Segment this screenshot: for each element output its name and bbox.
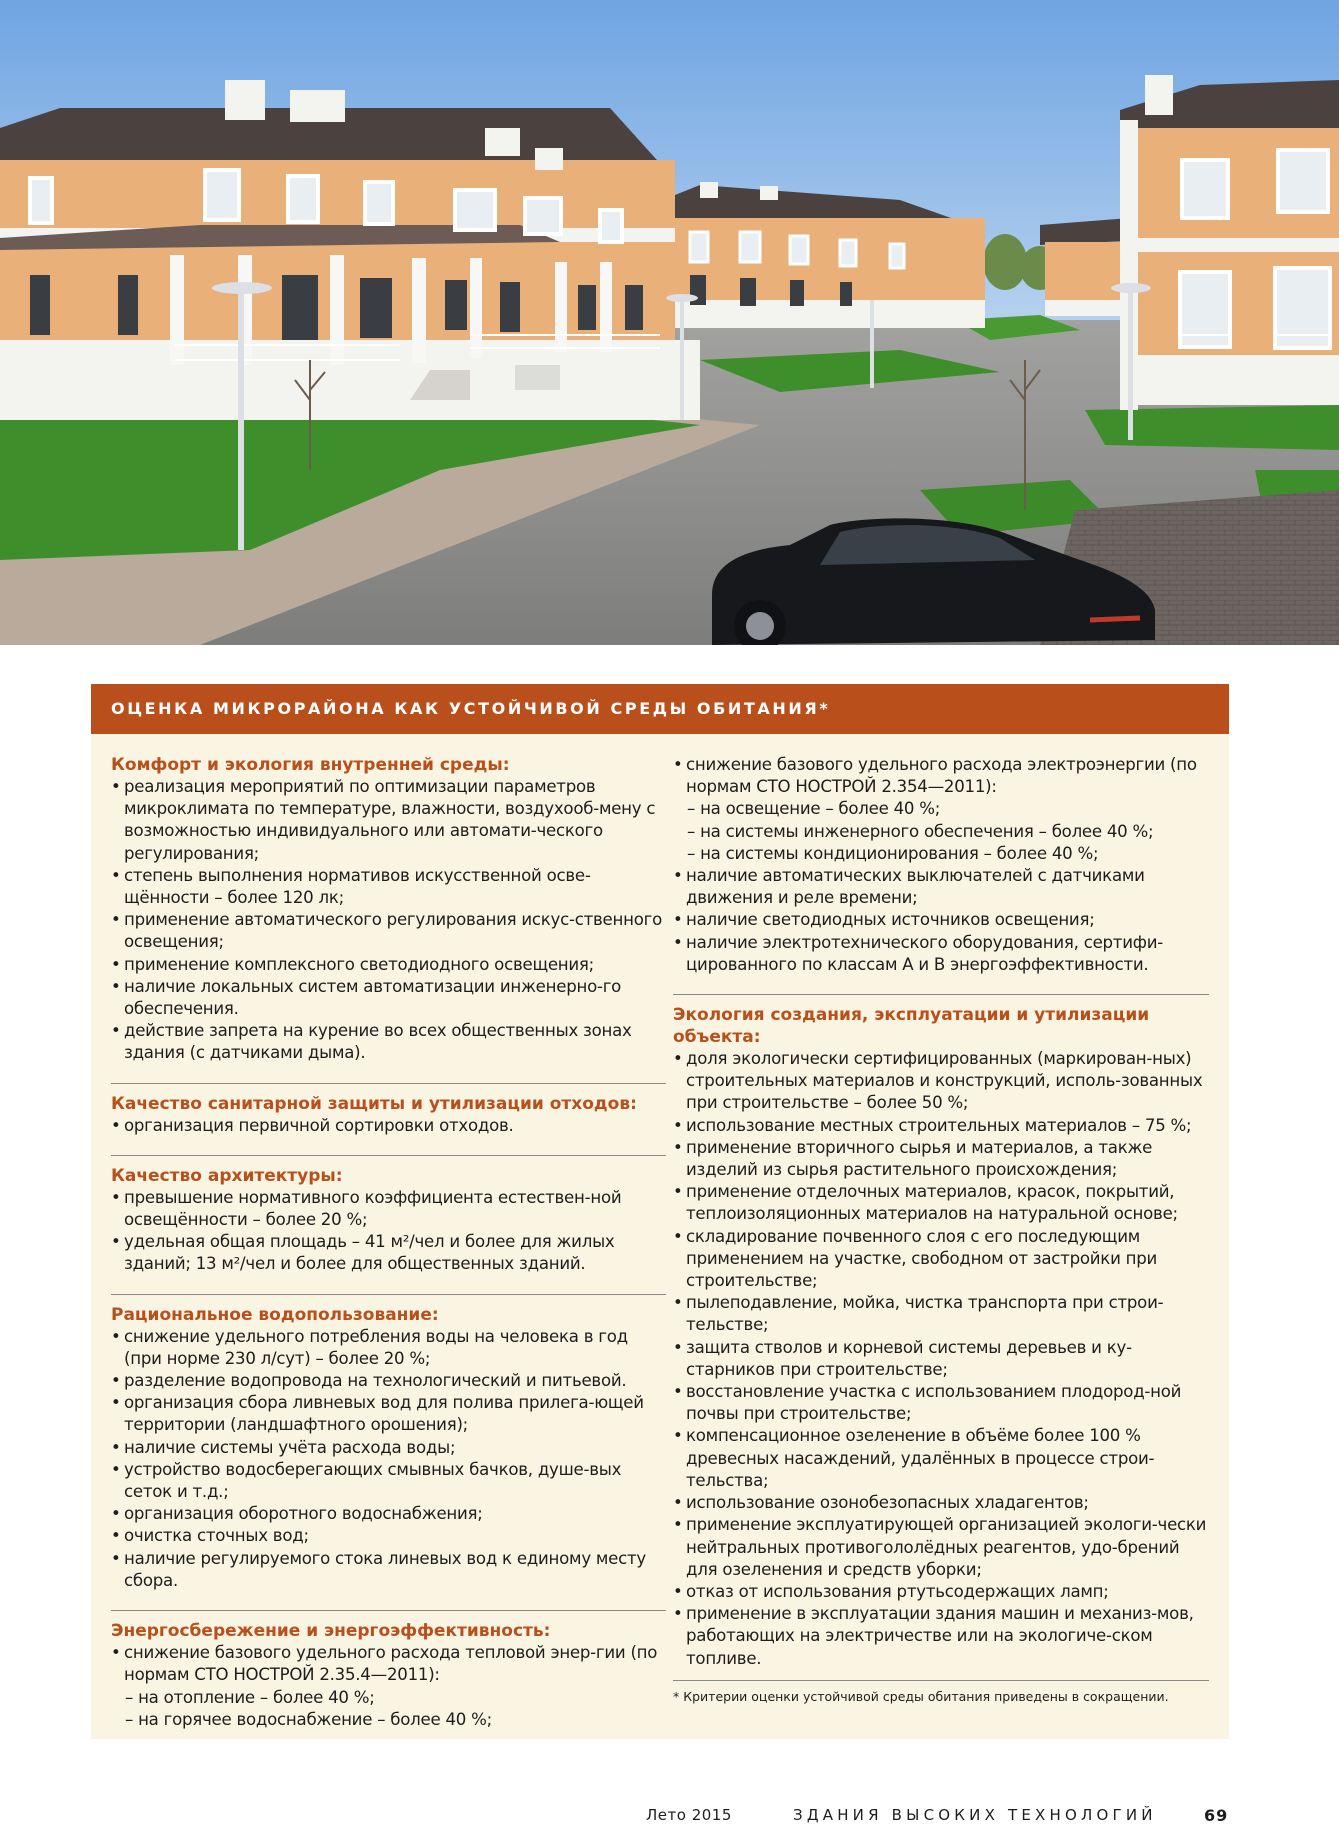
- list-item: • применение комплексного светодиодного освещения;: [111, 954, 666, 976]
- list-subitem: – на горячее водоснабжение – более 40 %;: [125, 1709, 492, 1729]
- hero-photo: [0, 0, 1339, 645]
- list-item: • использование местных строительных материалов – 75 %;: [673, 1115, 1209, 1137]
- list-item: • применение в эксплуатации здания машин и механиз-мов, работающих на электричестве или на экологиче-ском топливе.: [673, 1603, 1209, 1670]
- list-subitem: – на системы кондиционирования – более 40 %;: [687, 843, 1099, 863]
- section-architecture: [111, 1155, 666, 1294]
- section-electric: [673, 754, 1209, 994]
- criteria-list: [111, 1326, 666, 1592]
- list-item: • организация сбора ливневых вод для полива прилега-ющей территории (ландшафтного орошения);: [111, 1392, 666, 1436]
- list-item: • организация первичной сортировки отходов.: [111, 1115, 666, 1137]
- list-subitem: – на освещение – более 40 %;: [687, 799, 941, 819]
- section-title: Качество архитектуры:: [111, 1165, 343, 1186]
- footnote: * Критерии оценки устойчивой среды обитания приведены в сокращении.: [673, 1680, 1209, 1705]
- list-item: • пылеподавление, мойка, чистка транспорта при строи-тельстве;: [673, 1292, 1209, 1336]
- section-title: Рациональное водопользование:: [111, 1304, 439, 1325]
- section-sanitary: [111, 1083, 666, 1155]
- page-footer: [0, 1806, 1339, 1826]
- criteria-box: [91, 684, 1229, 1739]
- list-item: • наличие регулируемого стока линевых вод к единому месту сбора.: [111, 1548, 666, 1592]
- magazine-title: ЗДАНИЯ ВЫСОКИХ ТЕХНОЛОГИЙ: [793, 1806, 1157, 1824]
- list-item: • удельная общая площадь – 41 м²/чел и более для жилых зданий; 13 м²/чел и более для общественных зданий.: [111, 1231, 666, 1275]
- criteria-list: [111, 776, 666, 1065]
- list-item: • степень выполнения нормативов искусственной осве-щённости – более 120 лк;: [111, 865, 666, 909]
- list-item: • снижение удельного потребления воды на человека в год (при норме 230 л/сут) – более 20 %;: [111, 1326, 666, 1370]
- criteria-list: [111, 1187, 666, 1276]
- list-item: • восстановление участка с использованием плодород-ной почвы при строительстве;: [673, 1381, 1209, 1425]
- list-item: • превышение нормативного коэффициента естествен-ной освещённости – более 20 %;: [111, 1187, 666, 1231]
- section-comfort: [111, 754, 666, 1083]
- list-item: • снижение базового удельного расхода тепловой энер-гии (по нормам СТО НОСТРОЙ 2.35.4—2011):: [111, 1642, 666, 1686]
- list-item: • защита стволов и корневой системы деревьев и ку-старников при строительстве;: [673, 1337, 1209, 1381]
- section-water: [111, 1294, 666, 1610]
- issue-season: Лето 2015: [646, 1806, 732, 1824]
- list-subitem: – на отопление – более 40 %;: [125, 1687, 375, 1707]
- section-ecology: [673, 994, 1209, 1688]
- section-title: Комфорт и экология внутренней среды:: [111, 755, 510, 775]
- list-item: • использование озонобезопасных хладагентов;: [673, 1492, 1209, 1514]
- criteria-list: [111, 1115, 666, 1137]
- list-item: • отказ от использования ртутьсодержащих ламп;: [673, 1581, 1209, 1603]
- list-item: • компенсационное озеленение в объёме более 100 % древесных насаждений, удалённых в процессе строи-тельства;: [673, 1425, 1209, 1492]
- list-item: • организация оборотного водоснабжения;: [111, 1503, 666, 1525]
- list-item: • реализация мероприятий по оптимизации параметров микроклимата по температуре, влажности, воздухооб-мену с возможностью индивидуального или автомати-ческого регулирования;: [111, 776, 666, 865]
- list-item: • устройство водосберегающих смывных бачков, душе-вых сеток и т.д.;: [111, 1459, 666, 1503]
- page-number: 69: [1204, 1806, 1229, 1825]
- list-item: • очистка сточных вод;: [111, 1525, 666, 1547]
- list-item: • наличие светодиодных источников освещения;: [673, 909, 1209, 931]
- section-title: Энергосбережение и энергоэффективность:: [111, 1621, 551, 1642]
- residential-townhouses-photo-icon: [0, 0, 1339, 645]
- criteria-list: [111, 1642, 666, 1731]
- box-title: ОЦЕНКА МИКРОРАЙОНА КАК УСТОЙЧИВОЙ СРЕДЫ ОБИТАНИЯ*: [91, 684, 1229, 734]
- list-subitem: – на системы инженерного обеспечения – более 40 %;: [687, 821, 1154, 841]
- list-item: • наличие локальных систем автоматизации инженерно-го обеспечения.: [111, 976, 666, 1020]
- section-title: Экология создания, эксплуатации и утилизации объекта:: [673, 1005, 1150, 1048]
- list-item: • действие запрета на курение во всех общественных зонах здания (с датчиками дыма).: [111, 1020, 666, 1064]
- list-item: • применение отделочных материалов, красок, покрытий, теплоизоляционных материалов на натуральной основе;: [673, 1181, 1209, 1225]
- list-item: • наличие системы учёта расхода воды;: [111, 1437, 666, 1459]
- list-item: • применение эксплуатирующей организацией экологи-чески нейтральных противогололёдных реагентов, удо-брений для озеленения и средств уборки;: [673, 1514, 1209, 1581]
- criteria-list: [673, 754, 1209, 976]
- section-title: Качество санитарной защиты и утилизации отходов:: [111, 1093, 637, 1114]
- list-item: • наличие электротехнического оборудования, сертифи-цированного по классам А и В энергоэффективности.: [673, 932, 1209, 976]
- list-item: • снижение базового удельного расхода электроэнергии (по нормам СТО НОСТРОЙ 2.354—2011):: [673, 754, 1209, 798]
- list-item: • наличие автоматических выключателей с датчиками движения и реле времени;: [673, 865, 1209, 909]
- criteria-list: [673, 1048, 1209, 1670]
- list-item: • складирование почвенного слоя с его последующим применением на участке, свободном от застройки при строительстве;: [673, 1226, 1209, 1293]
- list-item: • доля экологически сертифицированных (маркирован-ных) строительных материалов и конструкций, исполь-зованных при строительстве – более 50 %;: [673, 1048, 1209, 1115]
- section-energy: [111, 1610, 666, 1749]
- left-column: [111, 754, 666, 1749]
- list-item: • применение автоматического регулирования искус-ственного освещения;: [111, 909, 666, 953]
- list-item: • разделение водопровода на технологический и питьевой.: [111, 1370, 666, 1392]
- right-column: [673, 754, 1209, 1688]
- list-item: • применение вторичного сырья и материалов, а также изделий из сырья растительного происхождения;: [673, 1137, 1209, 1181]
